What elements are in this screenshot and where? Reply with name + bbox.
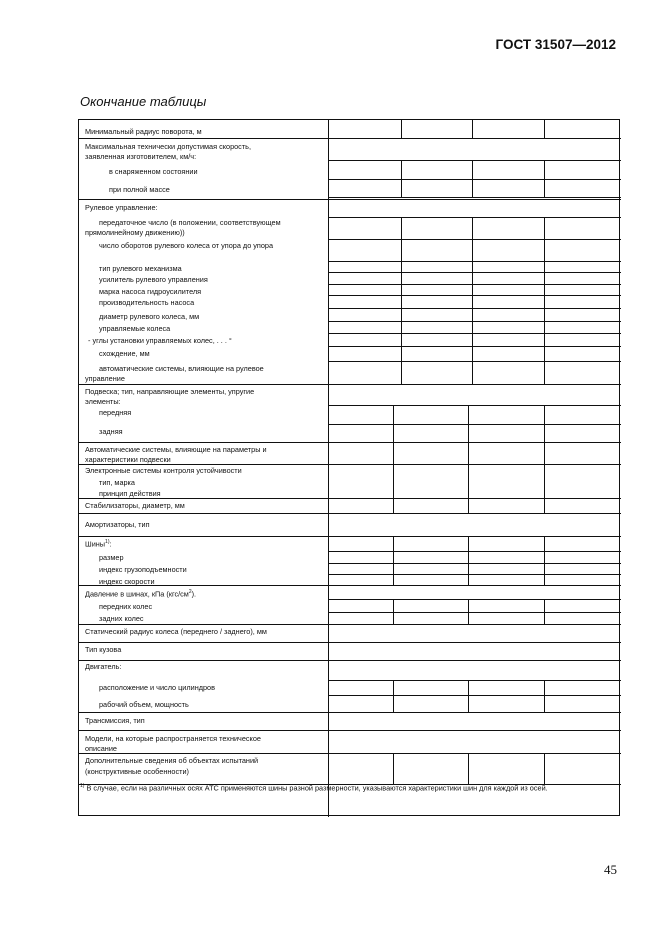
tires-text: Шины bbox=[85, 539, 106, 549]
value-column-divider bbox=[468, 536, 469, 585]
row-rule bbox=[79, 585, 621, 586]
row-label: передаточное число (в положении, соответствующем bbox=[99, 218, 281, 227]
row-rule bbox=[79, 624, 621, 625]
row-label: (конструктивные особенности) bbox=[85, 767, 189, 776]
row-label: передних колес bbox=[99, 602, 153, 611]
value-column-divider bbox=[401, 217, 402, 384]
row-rule bbox=[79, 442, 621, 443]
row-label: тип рулевого механизма bbox=[99, 264, 182, 273]
row-rule bbox=[79, 712, 621, 713]
value-column-divider bbox=[393, 680, 394, 712]
row-label: - углы установки управляемых колес, . . . ° bbox=[88, 336, 232, 345]
value-row-rule bbox=[328, 261, 621, 262]
value-column-divider bbox=[544, 120, 545, 138]
value-column-divider bbox=[468, 680, 469, 712]
footnote-text: В случае, если на различных осях АТС применяются шины разной размерности, указываются характеристики шин для каждой из осей. bbox=[84, 783, 548, 793]
value-column-divider bbox=[393, 599, 394, 624]
value-row-rule bbox=[328, 217, 621, 218]
row-rule bbox=[79, 730, 621, 731]
row-rule bbox=[79, 660, 621, 661]
row-label: Автоматические системы, влияющие на параметры и bbox=[85, 445, 267, 454]
row-label: при полной массе bbox=[109, 185, 170, 194]
row-label: Дополнительные сведения об объектах испытаний bbox=[85, 756, 259, 765]
value-column-divider bbox=[468, 405, 469, 513]
value-column-divider bbox=[544, 160, 545, 197]
value-column-divider bbox=[393, 753, 394, 784]
footnote-mark: 1) bbox=[80, 783, 85, 789]
value-row-rule bbox=[328, 612, 621, 613]
row-label: в снаряженном состоянии bbox=[109, 167, 198, 176]
row-label: Модели, на которые распространяется техническое bbox=[85, 734, 261, 743]
value-row-rule bbox=[328, 272, 621, 273]
row-label: Рулевое управление: bbox=[85, 203, 158, 212]
tires-suffix: : bbox=[109, 539, 112, 549]
row-label: заявленная изготовителем, км/ч: bbox=[85, 152, 197, 161]
row-label: элементы: bbox=[85, 397, 121, 406]
table-caption: Окончание таблицы bbox=[80, 94, 207, 109]
row-label: автоматические системы, влияющие на рулевое bbox=[99, 364, 264, 373]
value-column-divider bbox=[472, 120, 473, 138]
row-label: тип, марка bbox=[99, 478, 135, 487]
value-row-rule bbox=[328, 239, 621, 240]
row-label: Статический радиус колеса (переднего / заднего), мм bbox=[85, 627, 267, 636]
row-label: усилитель рулевого управления bbox=[99, 275, 208, 284]
value-column-divider bbox=[544, 405, 545, 513]
row-label: передняя bbox=[99, 408, 132, 417]
value-column-divider bbox=[544, 536, 545, 585]
row-label: размер bbox=[99, 553, 124, 562]
value-row-rule bbox=[328, 680, 621, 681]
row-label: Стабилизаторы, диаметр, мм bbox=[85, 501, 185, 510]
row-label: задняя bbox=[99, 427, 123, 436]
footnote bbox=[80, 781, 618, 793]
value-row-rule bbox=[328, 346, 621, 347]
value-column-divider bbox=[472, 160, 473, 197]
row-label: индекс грузоподъемности bbox=[99, 565, 187, 574]
value-column-divider bbox=[544, 753, 545, 784]
value-row-rule bbox=[328, 405, 621, 406]
row-label: задних колес bbox=[99, 614, 144, 623]
row-rule bbox=[79, 642, 621, 643]
row-label-tires bbox=[85, 538, 112, 548]
standard-number: ГОСТ 31507—2012 bbox=[495, 37, 616, 52]
row-label: характеристики подвески bbox=[85, 455, 171, 464]
value-row-rule bbox=[328, 197, 621, 198]
spec-table bbox=[78, 119, 620, 816]
value-column-divider bbox=[393, 536, 394, 585]
value-column-divider bbox=[544, 217, 545, 384]
pressure-text: Давление в шинах, кПа (кгс/см bbox=[85, 589, 189, 599]
row-label: индекс скорости bbox=[99, 577, 155, 586]
value-row-rule bbox=[328, 695, 621, 696]
row-rule bbox=[79, 199, 621, 200]
row-label: диаметр рулевого колеса, мм bbox=[99, 312, 200, 321]
row-rule bbox=[79, 138, 621, 139]
value-row-rule bbox=[328, 321, 621, 322]
value-row-rule bbox=[328, 361, 621, 362]
value-column-divider bbox=[401, 120, 402, 138]
value-row-rule bbox=[328, 308, 621, 309]
row-label: Двигатель: bbox=[85, 662, 122, 671]
tires-sup: 1) bbox=[105, 539, 110, 545]
pressure-sup: 2 bbox=[188, 589, 192, 595]
row-label: принцип действия bbox=[99, 489, 161, 498]
value-column-divider bbox=[468, 599, 469, 624]
value-row-rule bbox=[328, 599, 621, 600]
value-column-divider bbox=[472, 217, 473, 384]
value-row-rule bbox=[328, 563, 621, 564]
row-label: описание bbox=[85, 744, 117, 753]
row-rule bbox=[79, 536, 621, 537]
row-label: схождение, мм bbox=[99, 349, 150, 358]
value-row-rule bbox=[328, 424, 621, 425]
value-row-rule bbox=[328, 160, 621, 161]
value-column-divider bbox=[393, 405, 394, 513]
value-column-divider bbox=[544, 599, 545, 624]
row-label-pressure bbox=[85, 588, 196, 598]
row-label: прямолинейному движению)) bbox=[85, 228, 185, 237]
row-rule bbox=[79, 384, 621, 385]
row-label: Минимальный радиус поворота, м bbox=[85, 127, 202, 136]
row-label: рабочий объем, мощность bbox=[99, 700, 189, 709]
row-rule bbox=[79, 498, 621, 499]
row-label: Максимальная технически допустимая скорость, bbox=[85, 142, 252, 151]
value-column-divider bbox=[544, 680, 545, 712]
row-label: Подвеска; тип, направляющие элементы, упругие bbox=[85, 387, 255, 396]
row-label: Электронные системы контроля устойчивости bbox=[85, 466, 242, 475]
row-label: число оборотов рулевого колеса от упора до упора bbox=[99, 241, 274, 250]
value-column-divider bbox=[401, 160, 402, 197]
row-label: Тип кузова bbox=[85, 645, 122, 654]
value-row-rule bbox=[328, 551, 621, 552]
row-label: управление bbox=[85, 374, 125, 383]
pressure-suffix: ). bbox=[191, 589, 197, 599]
row-label: Трансмиссия, тип bbox=[85, 716, 145, 725]
value-row-rule bbox=[328, 179, 621, 180]
row-label: управляемые колеса bbox=[99, 324, 171, 333]
row-rule bbox=[79, 513, 621, 514]
row-label: производительность насоса bbox=[99, 298, 195, 307]
row-label: марка насоса гидроусилителя bbox=[99, 287, 202, 296]
value-row-rule bbox=[328, 284, 621, 285]
row-rule bbox=[79, 464, 621, 465]
value-row-rule bbox=[328, 574, 621, 575]
row-rule bbox=[79, 753, 621, 754]
row-label: расположение и число цилиндров bbox=[99, 683, 215, 692]
row-label: Амортизаторы, тип bbox=[85, 520, 150, 529]
value-row-rule bbox=[328, 333, 621, 334]
value-column-divider bbox=[468, 753, 469, 784]
value-row-rule bbox=[328, 295, 621, 296]
page-number: 45 bbox=[604, 862, 617, 877]
